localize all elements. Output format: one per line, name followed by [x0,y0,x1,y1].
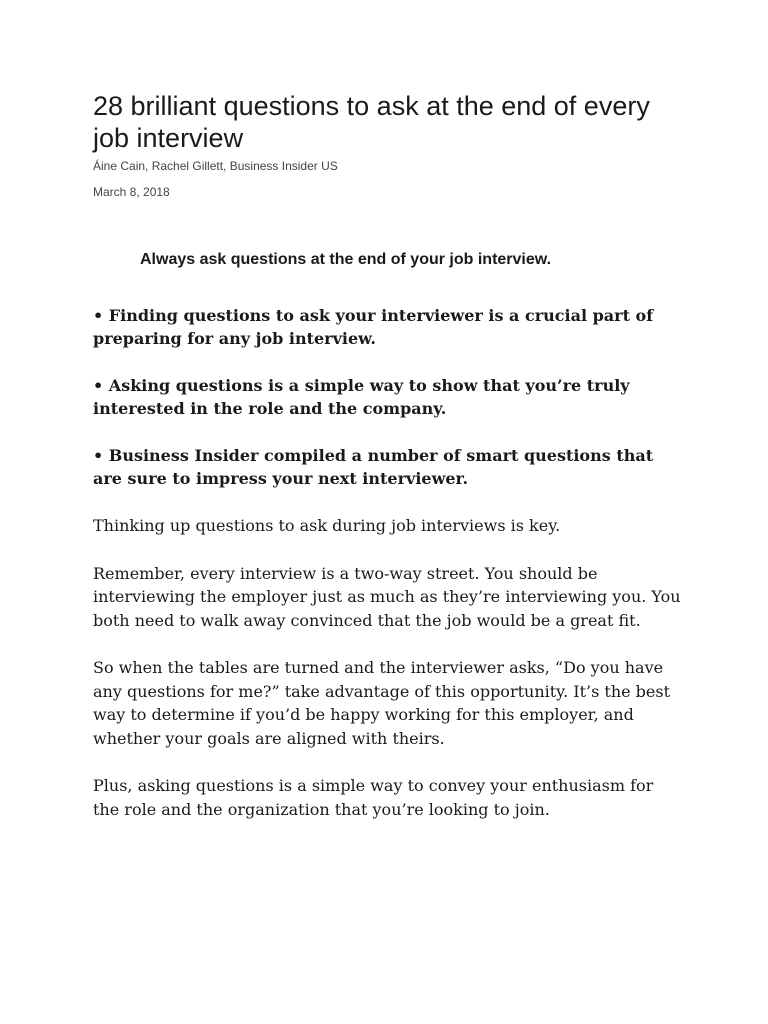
article [93,90,683,845]
article-title: 28 brilliant questions to ask at the end of every job interview [93,91,650,153]
body-paragraph: Remember, every interview is a two-way street. You should be interviewing the employer just as much as they’re interviewing you. You both need to walk away convinced that the job would be a great fit. [93,563,681,630]
key-points-list [93,304,683,490]
article-body [93,514,683,821]
body-paragraph: Thinking up questions to ask during job interviews is key. [93,516,561,535]
article-authors: Áine Cain, Rachel Gillett, Business Insider US [93,159,338,173]
key-point: • Asking questions is a simple way to show that you’re truly interested in the role and the company. [93,376,630,418]
key-point: • Finding questions to ask your interviewer is a crucial part of preparing for any job interview. [93,306,654,348]
article-dek: Always ask questions at the end of your job interview. [140,251,552,268]
key-point: • Business Insider compiled a number of smart questions that are sure to impress your next interviewer. [93,446,654,488]
article-date: March 8, 2018 [93,185,170,199]
body-paragraph: So when the tables are turned and the interviewer asks, “Do you have any questions for me?” take advantage of this opportunity. It’s the best way to determine if you’d be happy working for this employer, and whether your goals are aligned with theirs. [93,658,671,748]
body-paragraph: Plus, asking questions is a simple way to convey your enthusiasm for the role and the organization that you’re looking to join. [93,776,654,819]
